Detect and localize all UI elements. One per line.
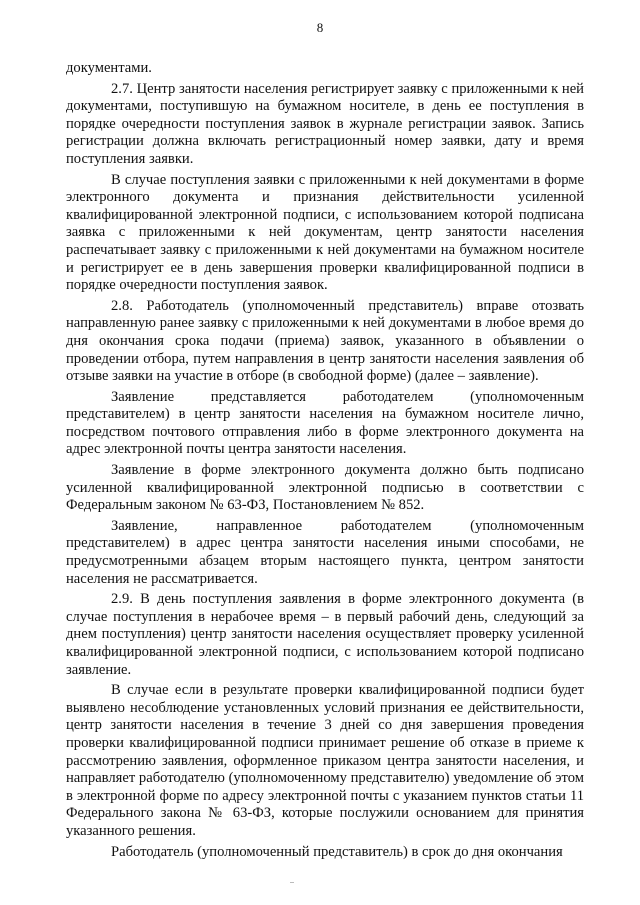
paragraph: Заявление представляется работодателем (уполномоченным представителем) в центр занятости населения на бумажном носителе лично, посредством почтового отправления либо в форме электронного документа на адрес электронной почты центра занятости населения.	[66, 388, 584, 458]
page-number: 8	[316, 20, 324, 35]
paragraph: Заявление, направленное работодателем (уполномоченным представителем) в адрес центра занятости населения иными способами, не предусмотренными абзацем вторым настоящего пункта, центром занятости населения не рассматривается.	[66, 517, 584, 587]
scan-speck	[290, 882, 294, 883]
paragraph: 2.9. В день поступления заявления в форме электронного документа (в случае поступления в нерабочее время – в первый рабочий день, следующий за днем поступления) центр занятости населения осуществляет проверку усиленной квалифицированной электронной подписи, с использованием которой подписано заявление.	[66, 591, 584, 678]
paragraph: 2.7. Центр занятости населения регистрирует заявку с приложенными к ней документами, поступившую на бумажном носителе, в день ее поступления в порядке очередности поступления заявок в журнале регистрации заявок. Запись регистрации должна включать регистрационный номер заявки, дату и время поступления заявки.	[66, 80, 584, 167]
paragraph: документами.	[66, 60, 152, 76]
paragraph: Работодатель (уполномоченный представитель) в срок до дня окончания	[111, 843, 563, 860]
paragraph: В случае поступления заявки с приложенными к ней документами в форме электронного документа и признания действительности усиленной квалифицированной электронной подписи, с использованием которой подписана заявка с приложенными к ней документам, центр занятости населения распечатывает заявку с приложенными к ней документами на бумажном носителе и регистрирует ее в день завершения проверки квалифицированной подписи в порядке очередности поступления заявок.	[66, 171, 584, 294]
paragraph: В случае если в результате проверки квалифицированной подписи будет выявлено несоблюдение установленных условий признания ее действительности, центр занятости населения в течение 3 дней со дня завершения проведения проверки квалифицированной подписи принимает решение об отказе в приеме к рассмотрению заявления, оформленное приказом центра занятости населения, и направляет работодателю (уполномоченному представителю) уведомление об этом в электронной форме по адресу электронной почты с указанием пунктов статьи 11 Федерального закона № 63-ФЗ, которые послужили основанием для принятия указанного решения.	[66, 682, 584, 839]
paragraph: 2.8. Работодатель (уполномоченный представитель) вправе отозвать направленную ранее заявку с приложенными к ней документами в любое время до дня окончания срока подачи (приема) заявок, указанного в объявлении о проведении отбора, путем направления в центр занятости населения заявления об отзыве заявки на участие в отборе (в свободной форме) (далее – заявление).	[66, 297, 584, 385]
document-body	[66, 60, 584, 864]
paragraph: Заявление в форме электронного документа должно быть подписано усиленной квалифицированной электронной подписью в соответствии с Федеральным законом № 63-ФЗ, Постановлением № 852.	[66, 462, 584, 514]
